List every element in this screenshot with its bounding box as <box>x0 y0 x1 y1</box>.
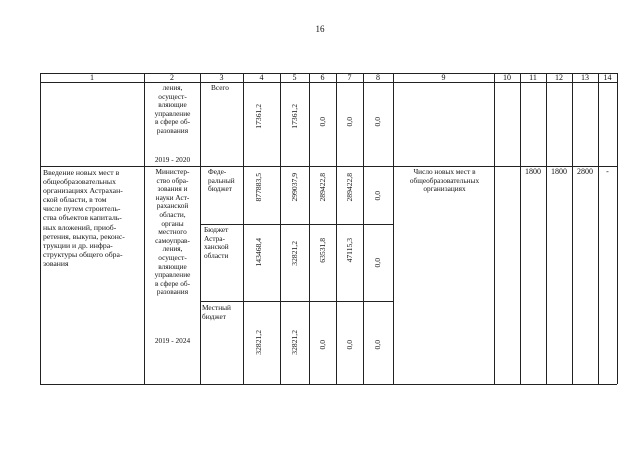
value-cell: 32821,2 <box>290 330 299 355</box>
value-cell: 289422,8 <box>345 173 354 202</box>
value-cell: 877883,5 <box>254 173 263 202</box>
target-value: - <box>606 167 609 176</box>
page-number: 16 <box>315 24 325 34</box>
column-header: 2 <box>170 73 174 82</box>
value-cell: 289422,8 <box>318 173 327 202</box>
column-header: 6 <box>320 73 325 82</box>
period-text: 2019 - 2024 <box>154 336 191 345</box>
column-divider <box>336 73 337 384</box>
column-divider <box>572 73 573 384</box>
executor-text: ления, осущест- вляющие управление в сфере об- разования <box>154 83 191 135</box>
value-cell: 17361,2 <box>290 104 299 129</box>
column-divider <box>243 73 244 384</box>
column-divider <box>363 73 364 384</box>
column-header: 11 <box>529 73 537 82</box>
column-header: 13 <box>581 73 589 82</box>
column-header: 7 <box>347 73 352 82</box>
target-value: 1800 <box>551 167 567 176</box>
column-divider <box>520 73 521 384</box>
column-divider <box>280 73 281 384</box>
value-cell: 0,0 <box>373 191 382 201</box>
column-header: 10 <box>503 73 511 82</box>
value-cell: 0,0 <box>318 340 327 350</box>
column-divider <box>546 73 547 384</box>
value-cell: 0,0 <box>318 117 327 127</box>
value-cell: 299037,9 <box>290 173 299 202</box>
table-border-bottom <box>40 384 617 385</box>
table-border-right <box>617 73 618 384</box>
column-divider <box>309 73 310 384</box>
activity-description: Введение новых мест в общеобразовательных организациях Астрахан- ской области, в том числе путем строитель- ства объектов капиталь- ных вложений, приоб- ретения, выкупа, реконс- трукции и др. инфра- структуры общего обра- зования <box>43 168 125 268</box>
column-divider <box>494 73 495 384</box>
source-label: Феде- ральный бюджет <box>208 167 235 194</box>
value-cell: 63531,8 <box>318 238 327 263</box>
value-cell: 47115,3 <box>345 238 354 263</box>
header-row-divider <box>40 82 617 83</box>
value-cell: 0,0 <box>345 340 354 350</box>
column-header: 4 <box>259 73 264 82</box>
column-divider <box>598 73 599 384</box>
table-border-left <box>40 73 41 384</box>
column-header: 1 <box>90 73 94 82</box>
column-header: 5 <box>292 73 297 82</box>
source-label: Всего <box>211 83 229 92</box>
target-value: 1800 <box>525 167 541 176</box>
value-cell: 0,0 <box>345 117 354 127</box>
column-header: 12 <box>555 73 563 82</box>
target-value: 2800 <box>577 167 593 176</box>
column-header: 8 <box>376 73 380 82</box>
source-label: Бюджет Астра- ханской области <box>204 225 229 260</box>
column-divider <box>200 73 201 384</box>
value-cell: 32821,2 <box>254 330 263 355</box>
column-header: 14 <box>603 73 612 82</box>
executor-text: Министер- ство обра- зования и науки Аст- раханской области, органы местного самоуправ- ления, осущест- вляющие управление в сфере об- разования <box>154 167 191 297</box>
column-header: 3 <box>219 73 224 82</box>
source-divider <box>200 224 393 225</box>
source-label: Местный бюджет <box>202 303 231 321</box>
value-cell: 0,0 <box>373 340 382 350</box>
value-cell: 17361,2 <box>254 104 263 129</box>
column-header: 9 <box>441 73 446 82</box>
value-cell: 143468,4 <box>254 238 263 267</box>
period-text: 2019 - 2020 <box>154 155 191 164</box>
value-cell: 0,0 <box>373 258 382 268</box>
value-cell: 0,0 <box>373 117 382 127</box>
value-cell: 32821,2 <box>290 241 299 266</box>
indicator-text: Число новых мест в общеобразовательных организациях <box>409 167 480 194</box>
source-divider <box>200 301 393 302</box>
column-divider <box>393 73 394 384</box>
